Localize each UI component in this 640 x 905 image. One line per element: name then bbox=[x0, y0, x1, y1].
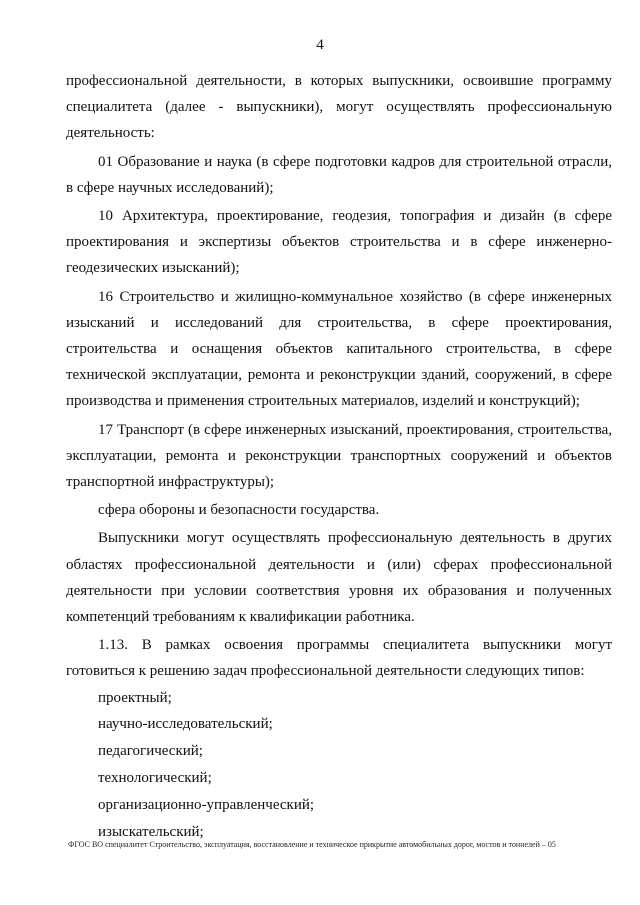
paragraph-area-16: 16 Строительство и жилищно-коммунальное хозяйство (в сфере инженерных изысканий и исследований для строительства, в сфере проектирования, строительства и оснащения объектов капитального строительства, в сфере технической эксплуатации, ремонта и реконструкции зданий, сооружений, в сфере производства и применения строительных материалов, изделий и конструкций); bbox=[66, 288, 612, 410]
paragraph-area-01: 01 Образование и наука (в сфере подготовки кадров для строительной отрасли, в сфере научных исследований); bbox=[66, 153, 612, 196]
page-number: 4 bbox=[316, 37, 324, 53]
paragraph-section-1-13: 1.13. В рамках освоения программы специалитета выпускники могут готовиться к решению задач профессиональной деятельности следующих типов: bbox=[66, 637, 612, 680]
list-item: проектный; bbox=[98, 689, 172, 706]
paragraph-area-17: 17 Транспорт (в сфере инженерных изысканий, проектирования, строительства, эксплуатации, ремонта и реконструкции транспортных сооружений и объектов транспортной инфраструктуры); bbox=[66, 421, 612, 491]
list-item: организационно-управленческий; bbox=[98, 796, 315, 813]
document-body bbox=[66, 68, 612, 845]
list-item: педагогический; bbox=[98, 743, 203, 760]
task-types-list bbox=[66, 685, 612, 846]
page-footer: ФГОС ВО специалитет Строительство, эксплуатация, восстановление и техническое прикрытие автомобильных дорог, мостов и тоннелей – 05 bbox=[68, 840, 556, 849]
paragraph-area-10: 10 Архитектура, проектирование, геодезия, топография и дизайн (в сфере проектирования и экспертизы объектов строительства и в сфере инженерно-геодезических изысканий); bbox=[66, 208, 612, 277]
paragraph-other-areas: Выпускники могут осуществлять профессиональную деятельность в других областях профессиональной деятельности и (или) сферах профессиональной деятельности при условии соответствия уровня их образования и полученных компетенций требованиям к квалификации работника. bbox=[66, 530, 612, 626]
paragraph-defense-sphere: сфера обороны и безопасности государства. bbox=[98, 502, 380, 519]
list-item: научно-исследовательский; bbox=[98, 716, 273, 733]
list-item: технологический; bbox=[98, 770, 212, 787]
paragraph-intro-continuation: профессиональной деятельности, в которых выпускники, освоившие программу специалитета (далее - выпускники), могут осуществлять профессиональную деятельность: bbox=[66, 73, 612, 142]
list-item: изыскательский; bbox=[98, 823, 204, 840]
